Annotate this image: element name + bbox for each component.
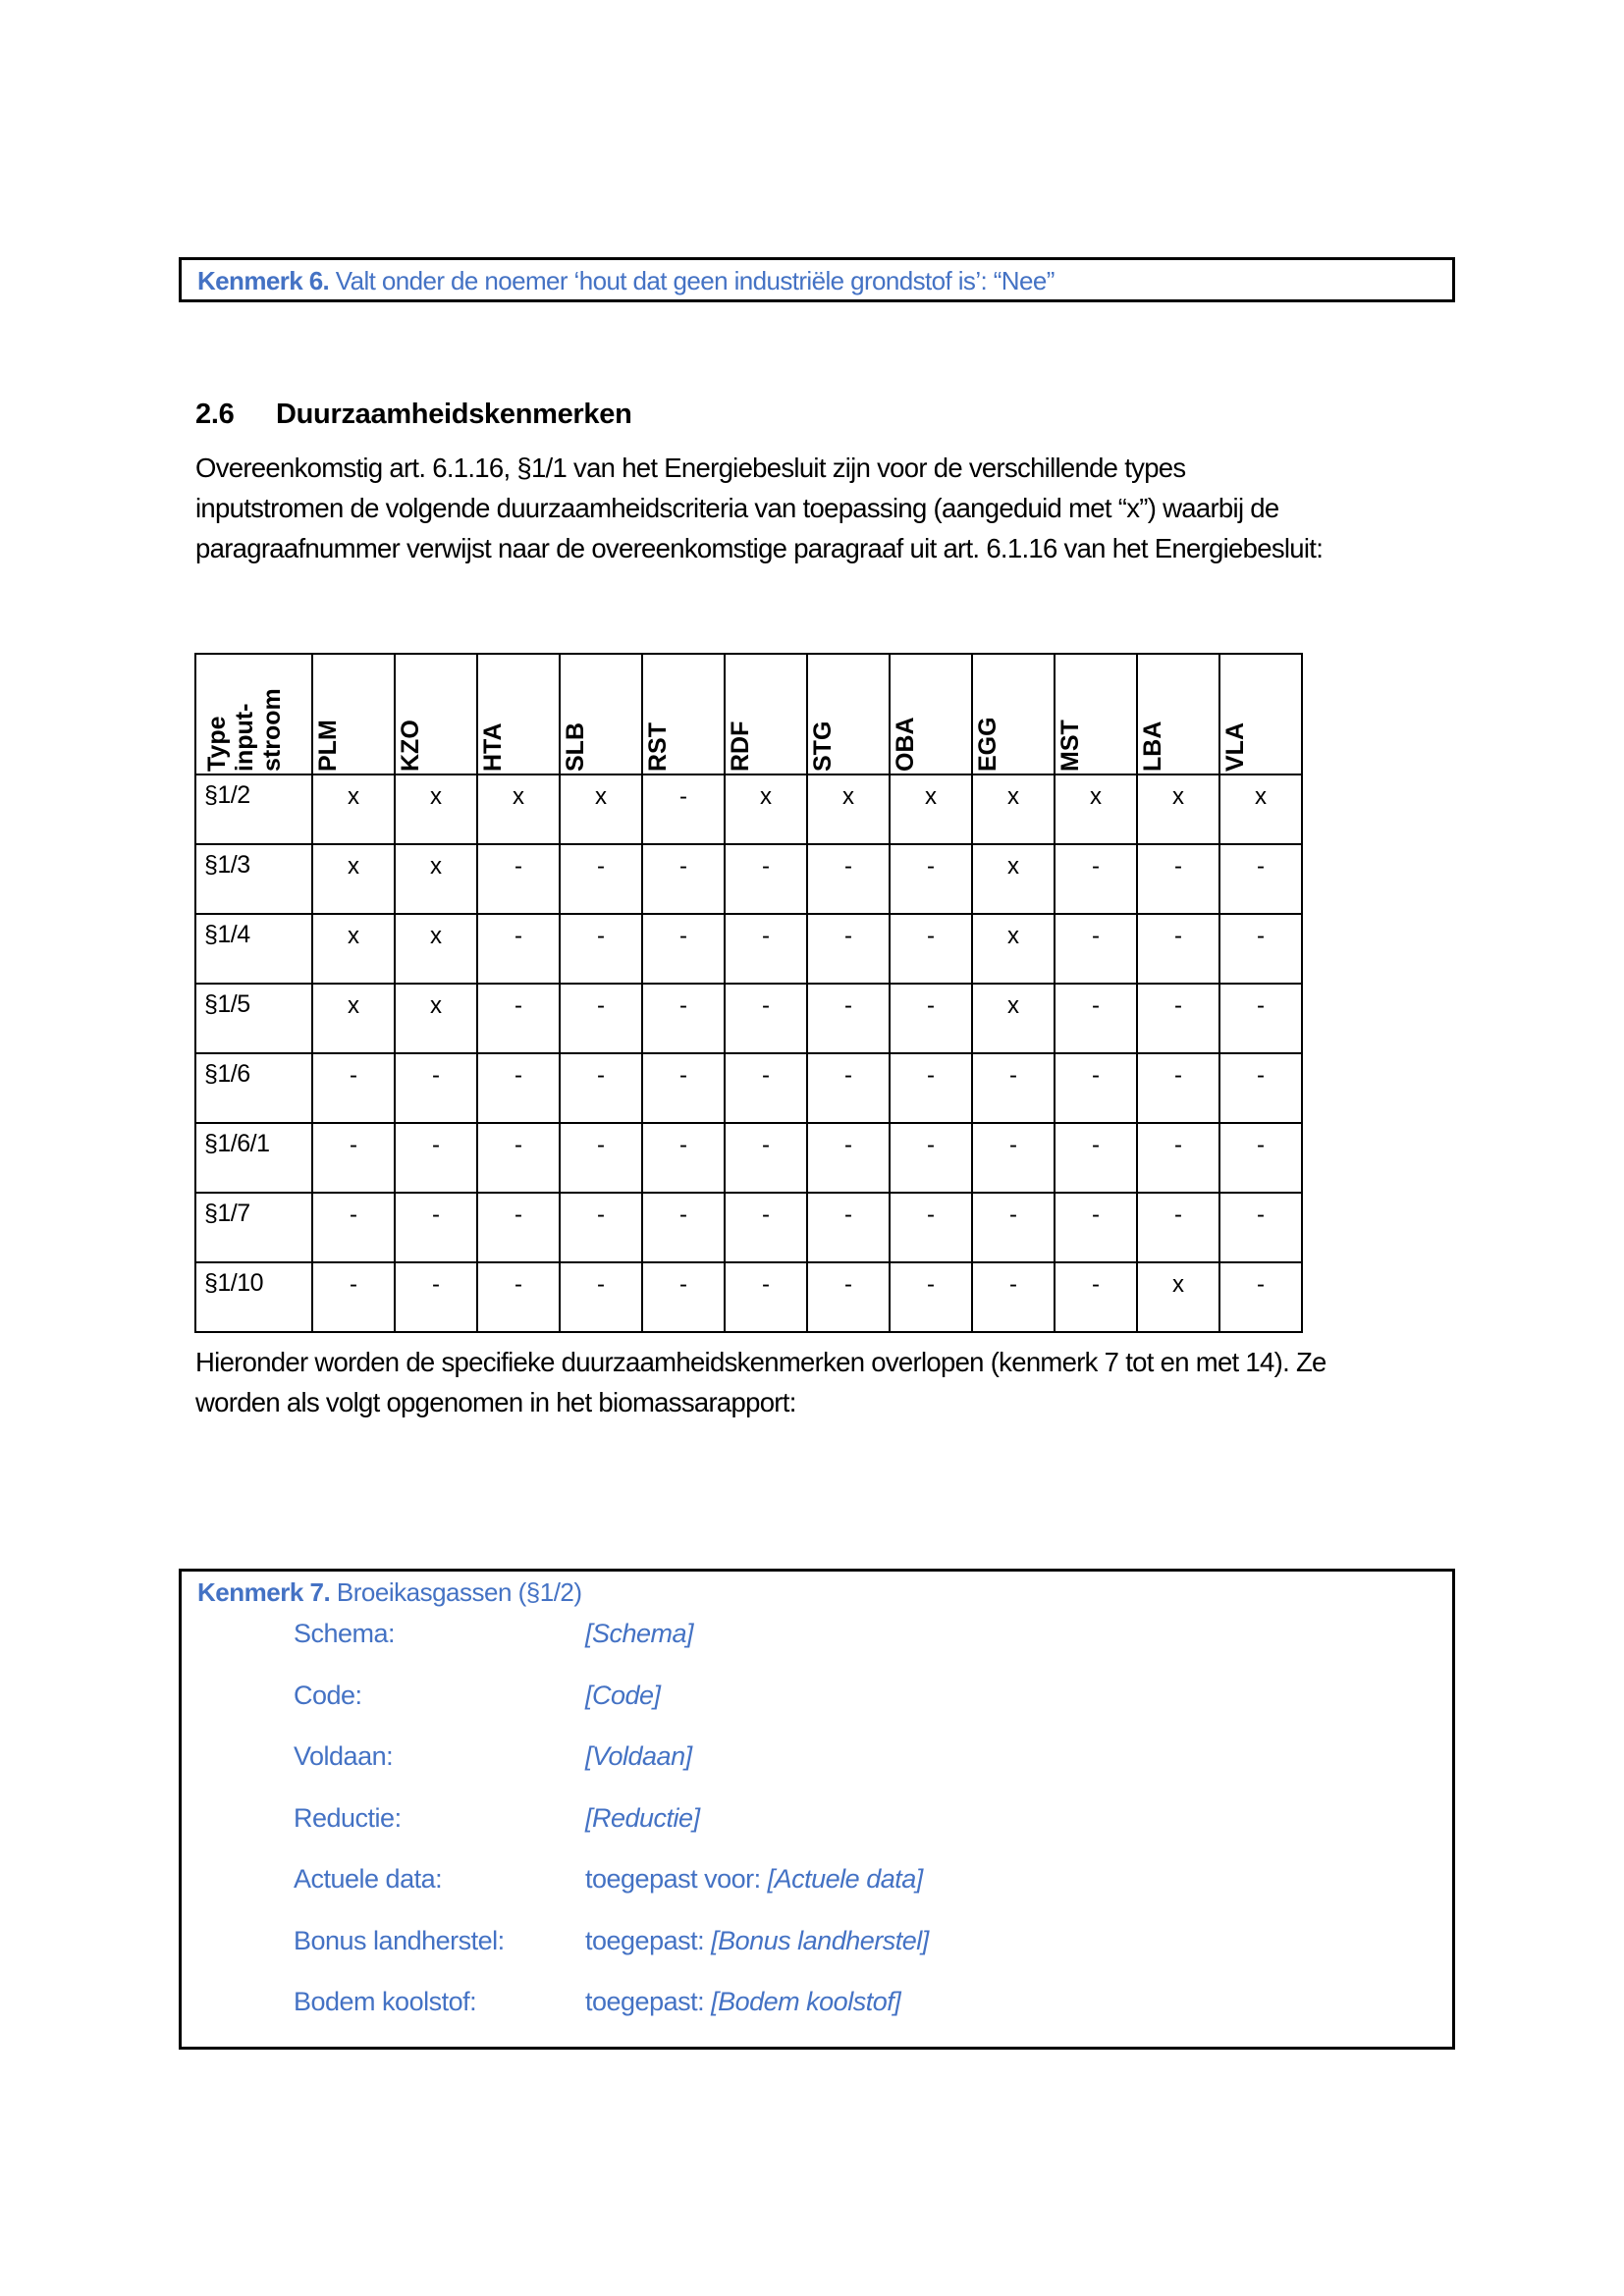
- table-row: [195, 1123, 1302, 1193]
- table-cell: -: [972, 1053, 1055, 1123]
- table-cell: x: [560, 774, 642, 844]
- corner-header-line: Type: [203, 716, 231, 772]
- field-label: Schema:: [294, 1619, 396, 1648]
- table-cell: -: [477, 1123, 560, 1193]
- kenmerk-6-text: Valt onder de noemer ‘hout dat geen industriële grondstof is’: “Nee”: [329, 266, 1055, 295]
- table-cell: -: [477, 1262, 560, 1332]
- outro-paragraph: [195, 1342, 1326, 1422]
- intro-line: inputstromen de volgende duurzaamheidscriteria van toepassing (aangeduid met “x”) waarbij de: [195, 493, 1279, 523]
- table-cell: -: [807, 1053, 890, 1123]
- table-cell: x: [972, 984, 1055, 1053]
- table-cell: -: [1055, 1193, 1137, 1262]
- table-cell: -: [395, 1053, 477, 1123]
- table-cell: x: [395, 844, 477, 914]
- table-cell: -: [642, 1262, 725, 1332]
- section-number: 2.6: [195, 399, 235, 430]
- outro-line: worden als volgt opgenomen in het biomassarapport:: [195, 1387, 796, 1417]
- column-header-label: RST: [644, 722, 672, 772]
- table-cell: -: [972, 1123, 1055, 1193]
- table-cell: -: [312, 1262, 395, 1332]
- criteria-table: [194, 653, 1303, 1333]
- intro-line: Overeenkomstig art. 6.1.16, §1/1 van het Energiebesluit zijn voor de verschillende types: [195, 453, 1186, 483]
- intro-paragraph: [195, 448, 1491, 568]
- table-cell: -: [477, 1053, 560, 1123]
- row-label: §1/4: [195, 914, 312, 984]
- table-cell: -: [807, 844, 890, 914]
- table-cell: -: [890, 1262, 972, 1332]
- column-header: [477, 654, 560, 774]
- column-header: [1055, 654, 1137, 774]
- kenmerk-7-box: [179, 1569, 1455, 2050]
- table-cell: x: [807, 774, 890, 844]
- field-placeholder-value: [Schema]: [585, 1619, 694, 1648]
- kenmerk-7-title-text: Broeikasgassen (§1/2): [330, 1577, 582, 1607]
- column-header: [972, 654, 1055, 774]
- table-cell: -: [1219, 1262, 1302, 1332]
- table-cell: -: [477, 844, 560, 914]
- table-row: [195, 844, 1302, 914]
- table-cell: -: [890, 1053, 972, 1123]
- table-cell: -: [312, 1123, 395, 1193]
- table-cell: -: [1219, 984, 1302, 1053]
- intro-line: paragraafnummer verwijst naar de overeenkomstige paragraaf uit art. 6.1.16 van het Energiebesluit:: [195, 533, 1324, 563]
- table-header-row: [195, 654, 1302, 774]
- table-cell: -: [312, 1193, 395, 1262]
- field-placeholder-value: [Reductie]: [585, 1802, 700, 1833]
- table-cell: -: [725, 1262, 807, 1332]
- table-cell: -: [807, 1262, 890, 1332]
- table-cell: -: [477, 914, 560, 984]
- table-cell: -: [807, 1193, 890, 1262]
- column-header-label: SLB: [562, 722, 589, 772]
- kenmerk-7-title: [197, 1577, 582, 1608]
- table-cell: -: [1055, 1123, 1137, 1193]
- column-header-label: RDF: [727, 721, 754, 772]
- table-cell: -: [312, 1053, 395, 1123]
- table-cell: -: [642, 1053, 725, 1123]
- table-cell: x: [312, 914, 395, 984]
- column-header: [890, 654, 972, 774]
- table-cell: x: [1055, 774, 1137, 844]
- table-cell: -: [560, 1123, 642, 1193]
- column-header: [725, 654, 807, 774]
- corner-header-line: stroom: [258, 688, 286, 772]
- table-cell: x: [1137, 774, 1219, 844]
- table-cell: -: [1137, 844, 1219, 914]
- table-cell: -: [642, 774, 725, 844]
- table-cell: -: [477, 984, 560, 1053]
- row-label: §1/6/1: [195, 1123, 312, 1193]
- corner-header-line: input-: [231, 703, 258, 772]
- table-cell: x: [972, 914, 1055, 984]
- table-cell: x: [477, 774, 560, 844]
- table-cell: -: [1137, 914, 1219, 984]
- row-label: §1/7: [195, 1193, 312, 1262]
- table-cell: -: [725, 1123, 807, 1193]
- table-cell: -: [1137, 1193, 1219, 1262]
- field-row: [294, 1803, 700, 1834]
- table-cell: -: [1055, 1262, 1137, 1332]
- table-cell: -: [725, 984, 807, 1053]
- field-placeholder-value: [Actuele data]: [767, 1864, 923, 1894]
- table-cell: -: [395, 1193, 477, 1262]
- table-cell: x: [972, 844, 1055, 914]
- column-header-label: LBA: [1139, 721, 1166, 772]
- table-cell: x: [890, 774, 972, 844]
- row-label: §1/6: [195, 1053, 312, 1123]
- table-cell: x: [312, 984, 395, 1053]
- table-cell: -: [560, 914, 642, 984]
- column-header: [807, 654, 890, 774]
- table-cell: -: [560, 1053, 642, 1123]
- field-prefix: toegepast voor:: [585, 1864, 768, 1894]
- kenmerk-6-box: [179, 257, 1455, 302]
- row-label: §1/5: [195, 984, 312, 1053]
- field-label: Bodem koolstof:: [294, 1987, 477, 2016]
- table-cell: -: [1219, 1053, 1302, 1123]
- table-row: [195, 1053, 1302, 1123]
- column-header: [560, 654, 642, 774]
- table-row: [195, 774, 1302, 844]
- table-cell: x: [312, 774, 395, 844]
- column-header: [642, 654, 725, 774]
- kenmerk-6-line: [197, 266, 1055, 296]
- column-header-label: PLM: [314, 720, 342, 772]
- table-cell: -: [560, 844, 642, 914]
- table-cell: -: [972, 1262, 1055, 1332]
- table-cell: -: [1137, 1123, 1219, 1193]
- row-label: §1/10: [195, 1262, 312, 1332]
- table-row: [195, 1193, 1302, 1262]
- table-cell: -: [890, 1193, 972, 1262]
- table-cell: x: [972, 774, 1055, 844]
- column-header-label: VLA: [1221, 722, 1249, 772]
- field-placeholder-value: [Code]: [585, 1680, 661, 1710]
- column-header: [1137, 654, 1219, 774]
- field-row: [294, 1681, 661, 1711]
- table-cell: -: [560, 1262, 642, 1332]
- column-header: [1219, 654, 1302, 774]
- table-cell: -: [890, 1123, 972, 1193]
- table-cell: -: [1219, 1123, 1302, 1193]
- field-row: [294, 1987, 900, 2017]
- table-cell: -: [972, 1193, 1055, 1262]
- table-cell: -: [890, 984, 972, 1053]
- kenmerk-6-label: Kenmerk 6.: [197, 266, 330, 295]
- section-title: Duurzaamheidskenmerken: [276, 399, 632, 430]
- column-header: [312, 654, 395, 774]
- column-header: [395, 654, 477, 774]
- table-cell: -: [395, 1123, 477, 1193]
- table-cell: -: [560, 984, 642, 1053]
- table-cell: -: [1055, 914, 1137, 984]
- table-cell: -: [1055, 984, 1137, 1053]
- table-cell: -: [1137, 1053, 1219, 1123]
- table-row: [195, 1262, 1302, 1332]
- table-cell: x: [1137, 1262, 1219, 1332]
- field-row: [294, 1864, 923, 1895]
- table-cell: -: [890, 914, 972, 984]
- field-prefix: toegepast:: [585, 1925, 712, 1955]
- column-header-label: OBA: [892, 717, 919, 772]
- table-cell: -: [395, 1262, 477, 1332]
- row-label: §1/3: [195, 844, 312, 914]
- table-cell: -: [1219, 1193, 1302, 1262]
- table-cell: -: [642, 914, 725, 984]
- corner-header: [195, 654, 312, 774]
- table-cell: -: [890, 844, 972, 914]
- field-label: Voldaan:: [294, 1741, 394, 1771]
- table-cell: x: [725, 774, 807, 844]
- table-cell: -: [725, 1193, 807, 1262]
- field-placeholder-value: [Voldaan]: [585, 1741, 692, 1771]
- table-row: [195, 984, 1302, 1053]
- field-prefix: toegepast:: [585, 1987, 712, 2016]
- table-cell: -: [560, 1193, 642, 1262]
- table-cell: -: [807, 914, 890, 984]
- field-label: Code:: [294, 1680, 362, 1710]
- table-row: [195, 914, 1302, 984]
- field-row: [294, 1926, 929, 1956]
- table-cell: -: [1137, 984, 1219, 1053]
- table-cell: -: [1219, 914, 1302, 984]
- table-cell: -: [642, 844, 725, 914]
- field-label: Bonus landherstel:: [294, 1925, 505, 1955]
- column-header-label: MST: [1056, 720, 1084, 772]
- row-label: §1/2: [195, 774, 312, 844]
- section-heading: [195, 399, 632, 431]
- table-cell: -: [477, 1193, 560, 1262]
- table-cell: -: [642, 1123, 725, 1193]
- column-header-label: HTA: [479, 722, 507, 772]
- table-cell: x: [312, 844, 395, 914]
- table-cell: -: [807, 984, 890, 1053]
- field-row: [294, 1741, 692, 1772]
- field-placeholder-value: [Bodem koolstof]: [711, 1987, 901, 2016]
- field-placeholder-value: [Bonus landherstel]: [711, 1925, 929, 1955]
- table-cell: -: [642, 1193, 725, 1262]
- kenmerk-7-label: Kenmerk 7.: [197, 1577, 331, 1607]
- table-cell: -: [1055, 1053, 1137, 1123]
- table-cell: -: [725, 1053, 807, 1123]
- field-label: Actuele data:: [294, 1864, 443, 1894]
- field-row: [294, 1619, 693, 1649]
- table-body: [195, 774, 1302, 1332]
- table-cell: -: [642, 984, 725, 1053]
- table-cell: -: [1055, 844, 1137, 914]
- table-cell: x: [395, 984, 477, 1053]
- table-cell: -: [725, 914, 807, 984]
- table-cell: x: [395, 774, 477, 844]
- table-cell: -: [1219, 844, 1302, 914]
- outro-line: Hieronder worden de specifieke duurzaamheidskenmerken overlopen (kenmerk 7 tot en met 14). Ze: [195, 1347, 1326, 1377]
- table-cell: -: [807, 1123, 890, 1193]
- table-cell: x: [395, 914, 477, 984]
- field-label: Reductie:: [294, 1802, 402, 1833]
- column-header-label: EGG: [974, 717, 1001, 772]
- column-header-label: STG: [809, 721, 837, 772]
- column-header-label: KZO: [397, 720, 424, 772]
- table-cell: x: [1219, 774, 1302, 844]
- table-cell: -: [725, 844, 807, 914]
